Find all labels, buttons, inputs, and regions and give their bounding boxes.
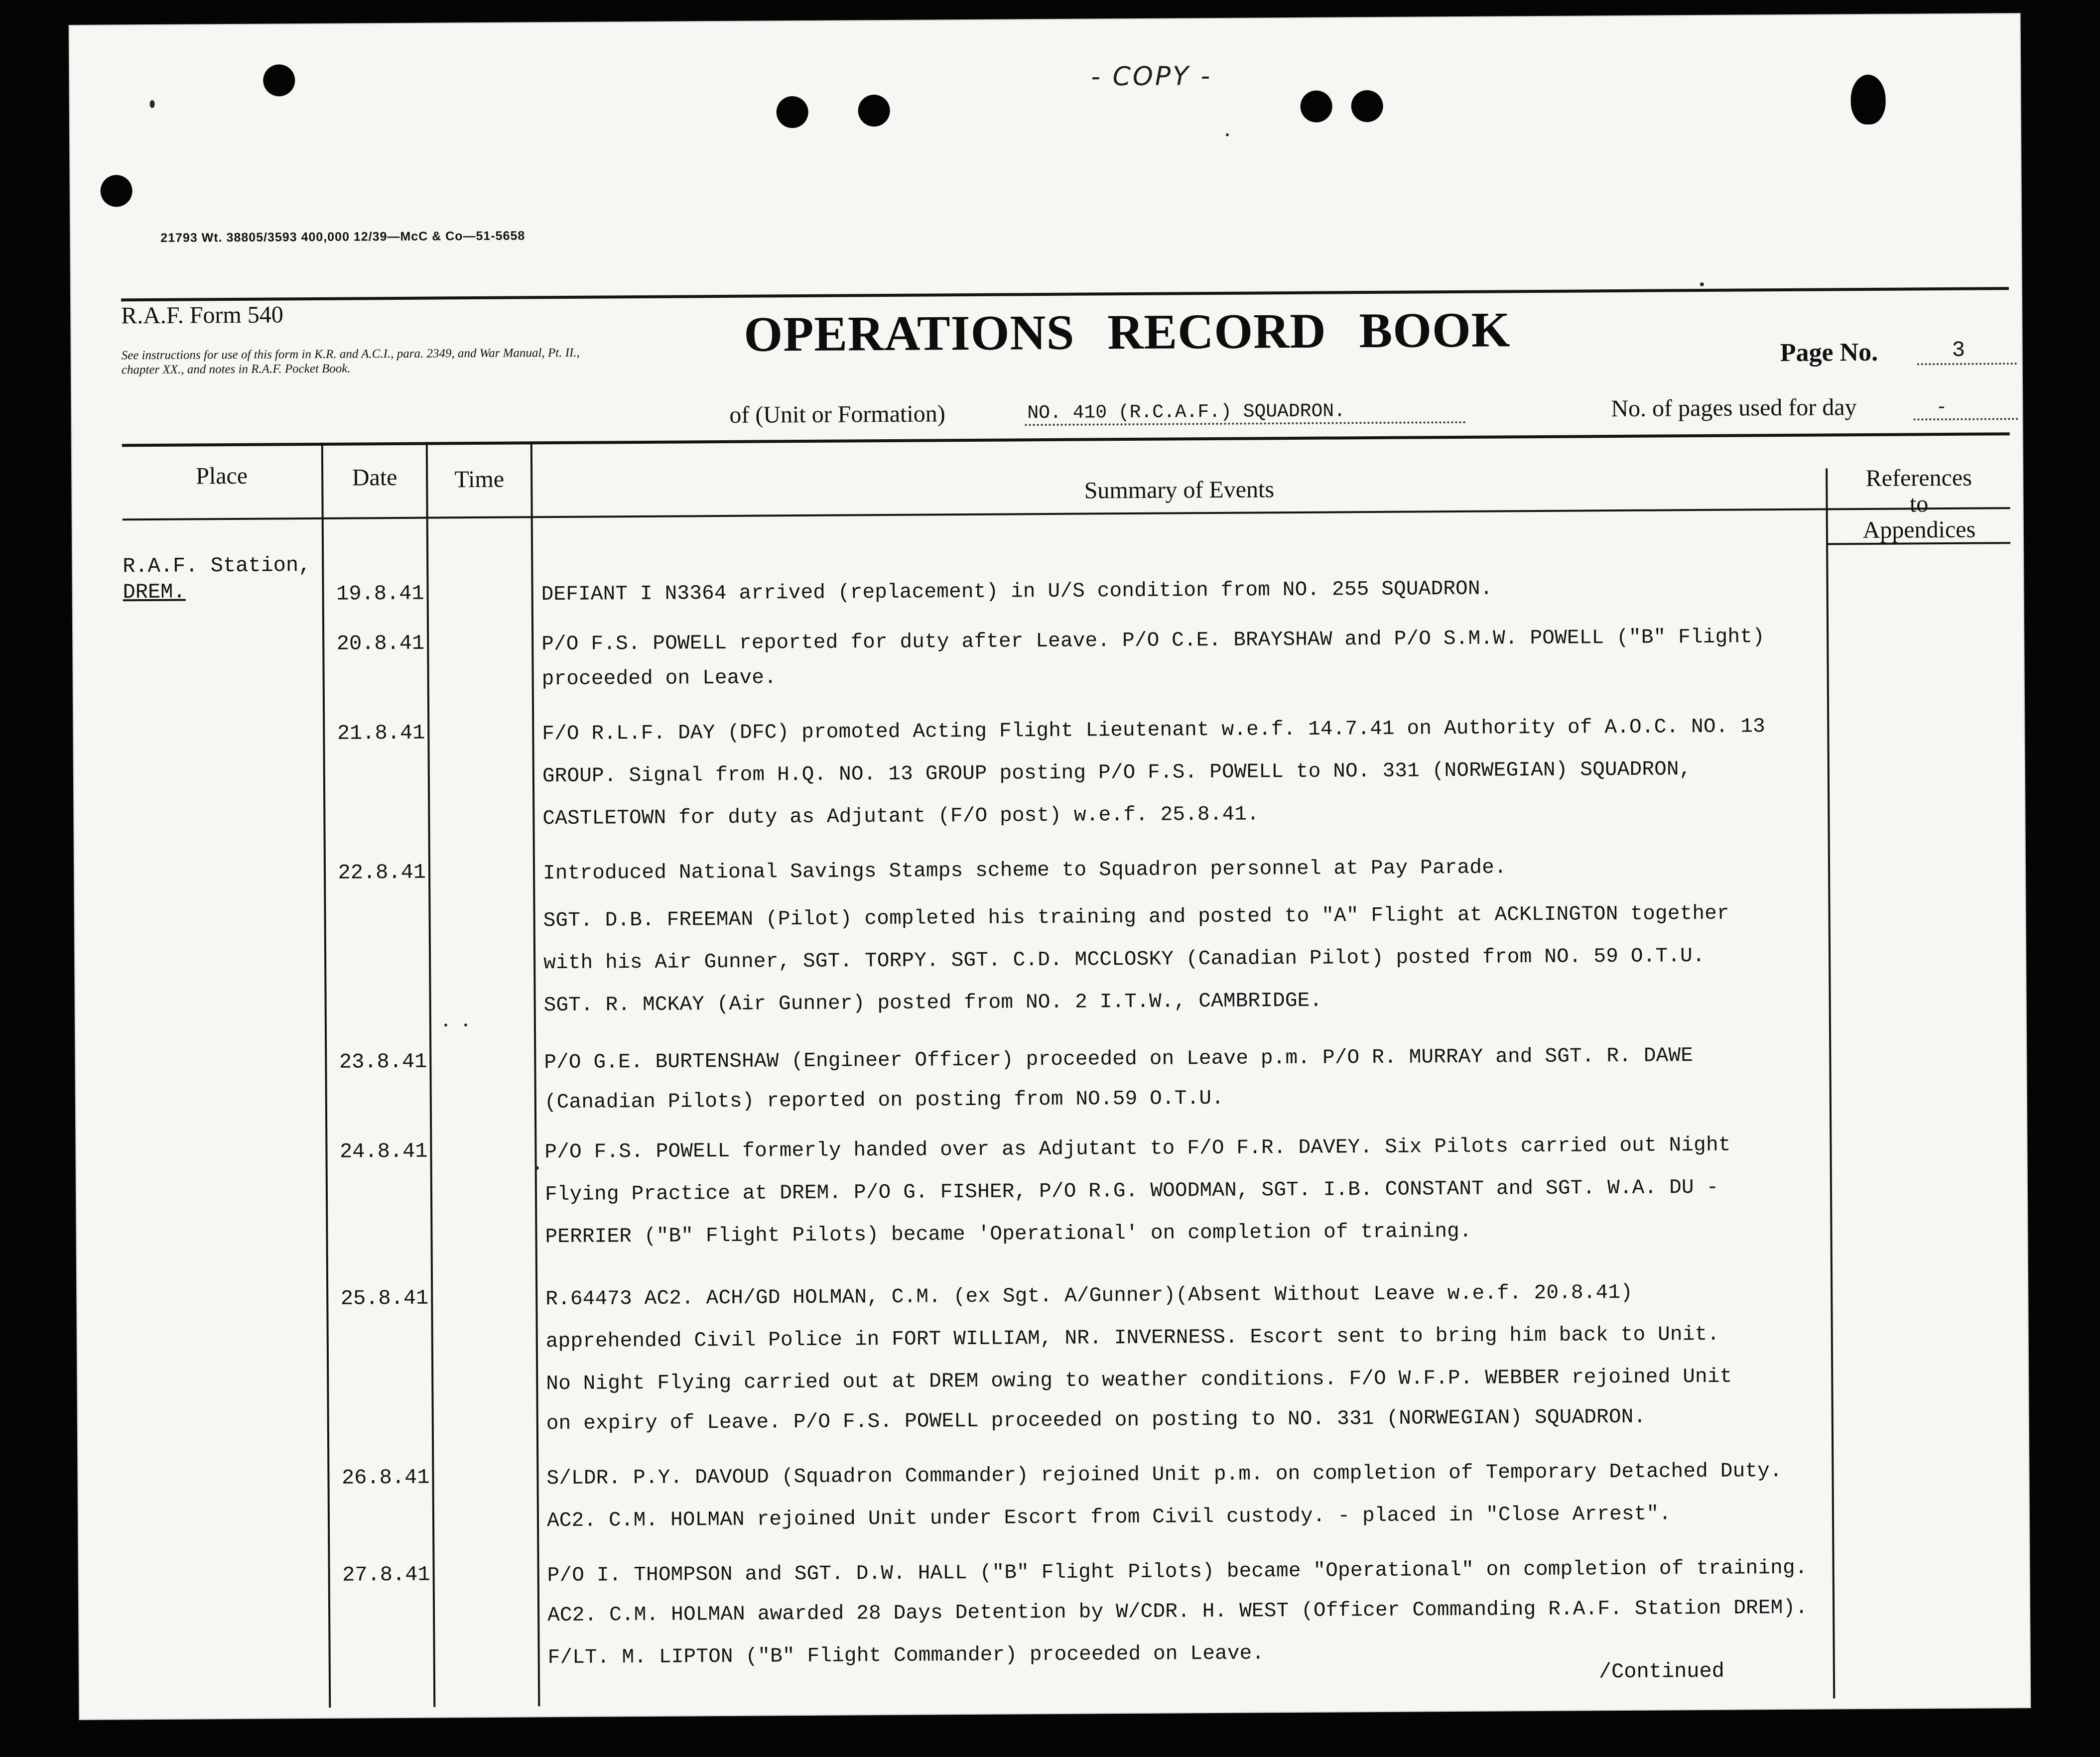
- page-no-value: 3: [1917, 338, 2017, 365]
- summary-line: P/O F.S. POWELL formerly handed over as Adjutant to F/O F.R. DAVEY. Six Pilots carried out Night: [544, 1133, 1731, 1164]
- summary-line: Flying Practice at DREM. P/O G. FISHER, P/O R.G. WOODMAN, SGT. I.B. CONSTANT and SGT. W.A. DU -: [544, 1176, 1719, 1207]
- punch-hole: [1300, 91, 1332, 123]
- print-code: 21793 Wt. 38805/3593 400,000 12/39—McC & Co—51-5658: [160, 229, 525, 245]
- summary-line: CASTLETOWN for duty as Adjutant (F/O post) w.e.f. 25.8.41.: [542, 803, 1260, 831]
- summary-line: with his Air Gunner, SGT. TORPY. SGT. C.D. MCCLOSKY (Canadian Pilot) posted from NO. 59 O.T.U.: [543, 944, 1705, 975]
- speck: [150, 100, 155, 108]
- page-no-label: Page No.: [1780, 338, 1878, 368]
- form-instructions: See instructions for use of this form in K.R. and A.C.I., para. 2349, and War Manual, Pt. II., chapter XX., and notes in R.A.F. Pocket Book.: [121, 346, 580, 377]
- summary-line: DEFIANT I N3364 arrived (replacement) in U/S condition from NO. 255 SQUADRON.: [541, 577, 1493, 607]
- speck: [1700, 282, 1704, 286]
- copy-mark: - COPY -: [1091, 61, 1212, 92]
- column-header-summary: Summary of Events: [1084, 476, 1275, 504]
- unit-value: NO. 410 (R.C.A.F.) SQUADRON.: [1025, 400, 1465, 426]
- summary-line: Introduced National Savings Stamps scheme to Squadron personnel at Pay Parade.: [542, 856, 1507, 885]
- date-entry: 20.8.41: [336, 631, 425, 656]
- unit-label: of (Unit or Formation): [729, 400, 945, 428]
- column-header-references: References to Appendices: [1862, 464, 1976, 544]
- summary-line: PERRIER ("B" Flight Pilots) became 'Operational' on completion of training.: [545, 1220, 1472, 1249]
- summary-line: AC2. C.M. HOLMAN rejoined Unit under Escort from Civil custody. - placed in "Close Arrest".: [546, 1503, 1672, 1533]
- summary-line: on expiry of Leave. P/O F.S. POWELL proceeded on posting to NO. 331 (NORWEGIAN) SQUADRON.: [546, 1405, 1646, 1436]
- form-name: R.A.F. Form 540: [121, 301, 283, 329]
- place-entry: R.A.F. Station, DREM.: [123, 553, 311, 605]
- column-header-rule: [123, 507, 2010, 520]
- table-top-rule: [122, 432, 2010, 447]
- column-header-place: Place: [196, 462, 248, 490]
- punch-hole: [1850, 75, 1886, 125]
- record-sheet: [70, 14, 2030, 1719]
- pages-used-label: No. of pages used for day: [1611, 394, 1857, 422]
- punch-hole: [1351, 90, 1383, 122]
- date-entry: 27.8.41: [342, 1562, 430, 1587]
- date-entry: 21.8.41: [337, 721, 425, 746]
- summary-line: No Night Flying carried out at DREM owing to weather conditions. F/O W.F.P. WEBBER rejoined Unit: [546, 1365, 1732, 1396]
- summary-line: AC2. C.M. HOLMAN awarded 28 Days Detention by W/CDR. H. WEST (Officer Commanding R.A.F. Station DREM).: [547, 1596, 1808, 1628]
- speck: [1226, 133, 1229, 136]
- date-entry: 25.8.41: [340, 1286, 429, 1311]
- header-rule: [121, 287, 2009, 301]
- summary-line: (Canadian Pilots) reported on posting from NO.59 O.T.U.: [544, 1087, 1224, 1115]
- time-divider: [530, 441, 540, 1706]
- summary-line: SGT. D.B. FREEMAN (Pilot) completed his training and posted to "A" Flight at ACKLINGTON together: [543, 902, 1729, 933]
- date-entry: 23.8.41: [339, 1049, 427, 1074]
- summary-line: R.64473 AC2. ACH/GD HOLMAN, C.M. (ex Sgt. A/Gunner)(Absent Without Leave w.e.f. 20.8.41): [545, 1281, 1633, 1311]
- summary-line: F/O R.L.F. DAY (DFC) promoted Acting Flight Lieutenant w.e.f. 14.7.41 on Authority of A.O.C. NO. 13: [542, 715, 1766, 746]
- summary-line: P/O F.S. POWELL reported for duty after Leave. P/O C.E. BRAYSHAW and P/O S.M.W. POWELL ("B" Flight): [541, 626, 1765, 656]
- pages-used-value: -: [1913, 396, 2018, 420]
- summary-line: S/LDR. P.Y. DAVOUD (Squadron Commander) rejoined Unit p.m. on completion of Temporary Detached Duty.: [546, 1460, 1782, 1491]
- speck: [444, 1023, 447, 1026]
- date-entry: 24.8.41: [339, 1139, 428, 1164]
- punch-hole: [263, 64, 295, 96]
- date-entry: 22.8.41: [338, 860, 426, 885]
- summary-line: apprehended Civil Police in FORT WILLIAM, NR. INVERNESS. Escort sent to bring him back to Unit.: [545, 1323, 1720, 1354]
- summary-divider: [1826, 468, 1835, 1698]
- column-header-date: Date: [352, 464, 397, 491]
- summary-line: GROUP. Signal from H.Q. NO. 13 GROUP posting P/O F.S. POWELL to NO. 331 (NORWEGIAN) SQUADRON,: [542, 758, 1692, 788]
- continued-note: /Continued: [1598, 1659, 1725, 1684]
- date-entry: 19.8.41: [336, 581, 424, 606]
- summary-line: P/O G.E. BURTENSHAW (Engineer Officer) proceeded on Leave p.m. P/O R. MURRAY and SGT. R. DAWE: [544, 1044, 1694, 1075]
- summary-line: F/LT. M. LIPTON ("B" Flight Commander) proceeded on Leave.: [547, 1642, 1265, 1670]
- page-title: OPERATIONS RECORD BOOK: [744, 302, 1511, 362]
- punch-hole: [100, 175, 132, 207]
- punch-hole: [777, 96, 808, 128]
- speck: [464, 1023, 467, 1026]
- summary-line: P/O I. THOMPSON and SGT. D.W. HALL ("B" Flight Pilots) became "Operational" on completion of training.: [547, 1556, 1808, 1588]
- date-entry: 26.8.41: [341, 1465, 430, 1490]
- summary-line: SGT. R. MCKAY (Air Gunner) posted from NO. 2 I.T.W., CAMBRIDGE.: [543, 989, 1322, 1017]
- punch-hole: [858, 95, 890, 126]
- column-header-time: Time: [454, 466, 505, 493]
- date-divider: [426, 442, 436, 1707]
- summary-line: proceeded on Leave.: [541, 666, 777, 691]
- speck: [535, 1166, 539, 1170]
